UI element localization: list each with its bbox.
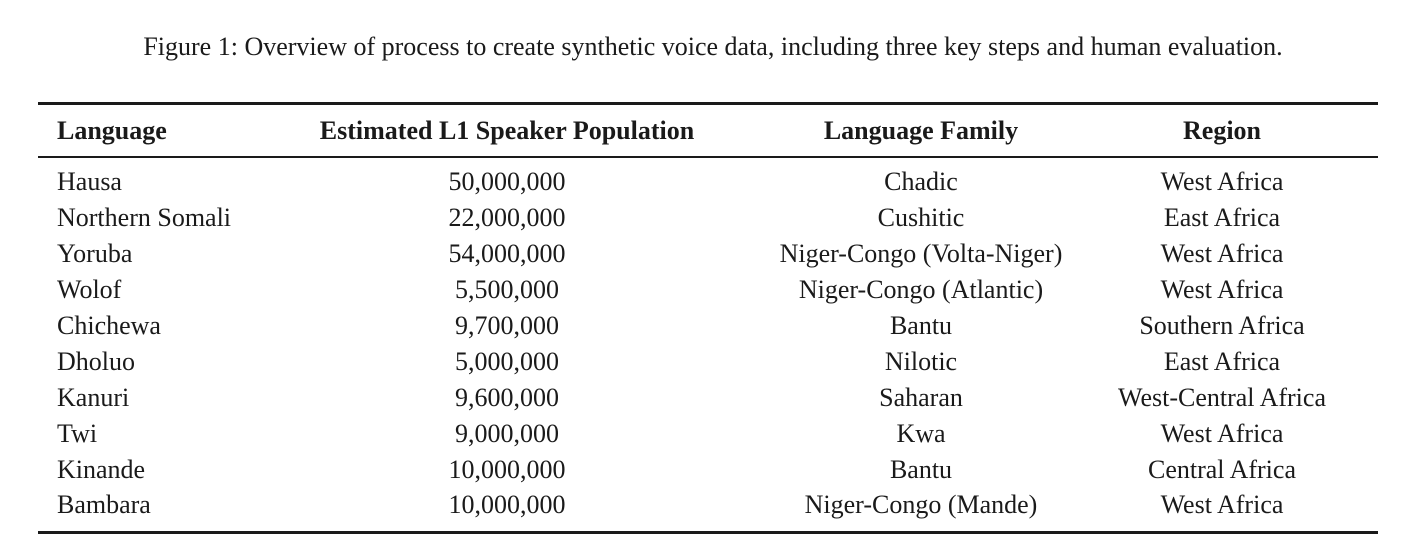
cell-population: 5,500,000	[455, 275, 559, 305]
cell-family: Bantu	[889, 454, 953, 484]
cell-region: West Africa	[1160, 239, 1284, 269]
cell-population: 50,000,000	[448, 167, 566, 197]
table-row	[38, 236, 1378, 272]
cell-language: Kanuri	[57, 382, 130, 412]
cell-language: Kinande	[57, 454, 146, 484]
cell-language: Northern Somali	[57, 203, 232, 233]
cell-family: Niger-Congo (Atlantic)	[798, 275, 1044, 305]
cell-region: West Africa	[1160, 418, 1284, 448]
cell-region: Southern Africa	[1139, 311, 1305, 340]
header-row	[38, 105, 1378, 156]
cell-region: West Africa	[1160, 167, 1284, 197]
cell-family: Niger-Congo (Volta-Niger)	[779, 239, 1063, 269]
table-row	[38, 416, 1378, 452]
language-table	[38, 102, 1378, 534]
table-row	[38, 344, 1378, 380]
cell-family: Niger-Congo (Mande)	[804, 490, 1038, 520]
cell-family: Kwa	[896, 418, 946, 448]
header-family: Language Family	[823, 115, 1019, 145]
cell-language: Dholuo	[57, 346, 135, 376]
cell-population: 9,600,000	[455, 382, 559, 412]
header-population: Estimated L1 Speaker Population	[319, 115, 695, 145]
cell-population: 22,000,000	[448, 203, 566, 233]
table-row	[38, 158, 1378, 201]
cell-language: Yoruba	[57, 239, 133, 269]
cell-region: West Africa	[1160, 490, 1284, 520]
cell-language: Chichewa	[57, 311, 161, 340]
cell-population: 9,000,000	[455, 418, 559, 448]
table-row	[38, 308, 1378, 344]
header-language: Language	[57, 115, 167, 145]
cell-population: 10,000,000	[448, 490, 566, 520]
cell-population: 10,000,000	[448, 454, 566, 484]
cell-language: Wolof	[57, 275, 122, 305]
table-row	[38, 272, 1378, 308]
table-row	[38, 488, 1378, 532]
cell-language: Bambara	[57, 490, 151, 520]
cell-region: Central Africa	[1148, 454, 1296, 484]
cell-region: East Africa	[1163, 346, 1281, 376]
cell-family: Chadic	[884, 167, 958, 197]
cell-population: 5,000,000	[455, 346, 559, 376]
table-body	[38, 158, 1378, 532]
cell-family: Cushitic	[877, 203, 965, 233]
header-region: Region	[1183, 115, 1261, 145]
cell-family: Nilotic	[884, 346, 958, 376]
cell-population: 9,700,000	[455, 311, 559, 340]
cell-region: West-Central Africa	[1118, 382, 1326, 412]
table-bottom-rule	[38, 531, 1378, 534]
cell-family: Saharan	[879, 382, 963, 412]
cell-population: 54,000,000	[448, 239, 566, 269]
figure-caption: Figure 1: Overview of process to create synthetic voice data, including three key steps and human evaluation.	[143, 32, 1283, 61]
table-row	[38, 380, 1378, 416]
cell-region: West Africa	[1160, 275, 1284, 305]
table-row	[38, 200, 1378, 236]
data-table	[38, 105, 1378, 156]
data-table-body	[38, 158, 1378, 532]
cell-language: Twi	[57, 418, 98, 448]
cell-language: Hausa	[57, 167, 122, 197]
cell-family: Bantu	[889, 311, 953, 340]
table-header	[38, 105, 1378, 156]
cell-region: East Africa	[1163, 203, 1281, 233]
table-row	[38, 452, 1378, 488]
